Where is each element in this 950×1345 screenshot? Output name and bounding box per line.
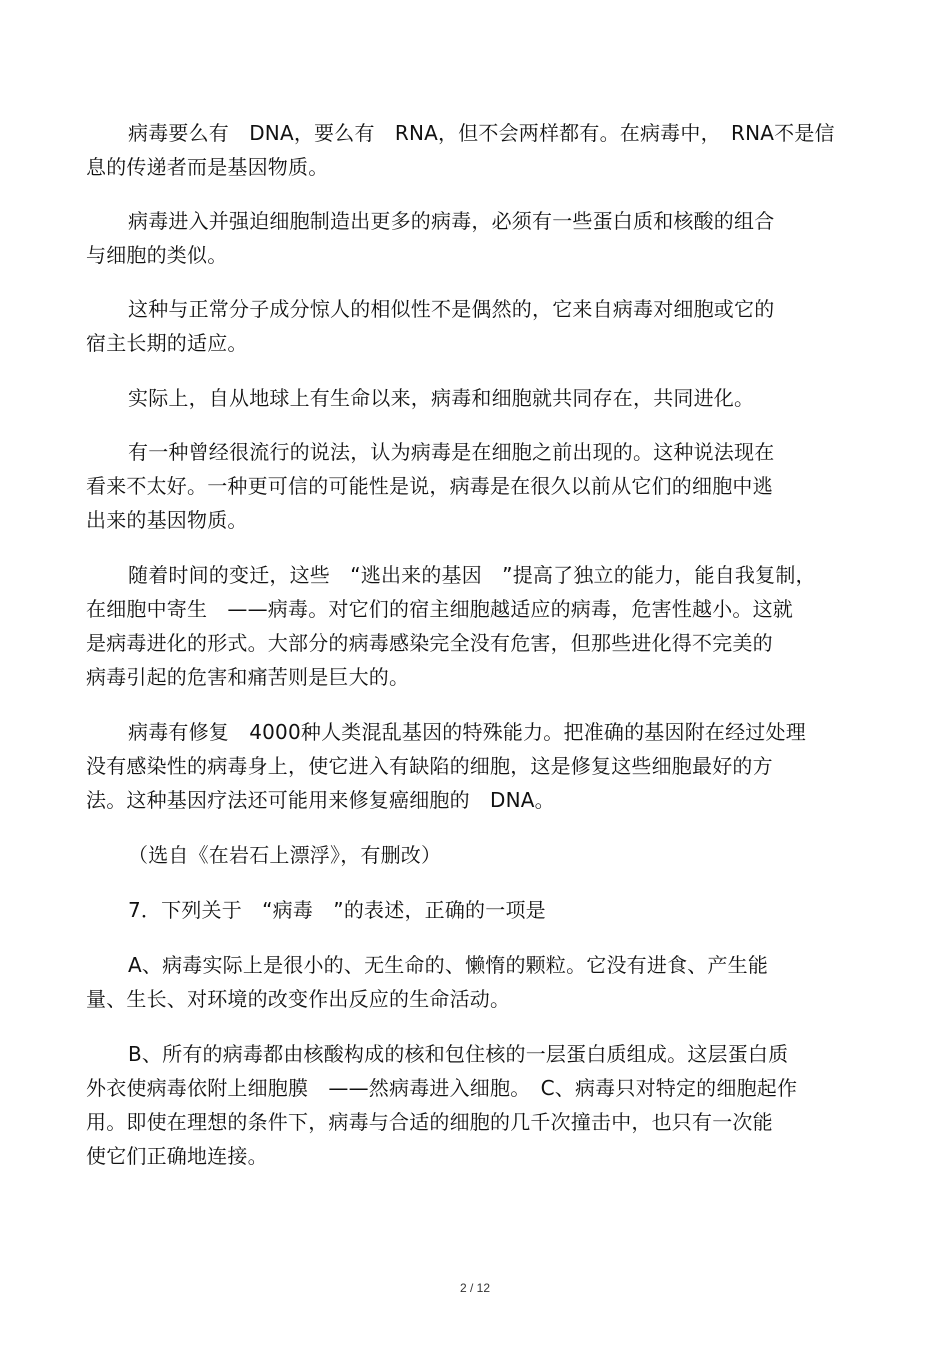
option-c-line: 用。即使在理想的条件下，病毒与合适的细胞的几千次撞击中，也只有一次能 — [86, 1110, 773, 1134]
paragraph-line: 在细胞中寄生 ——病毒。对它们的宿主细胞越适应的病毒，危害性越小。这就 — [86, 597, 793, 621]
paragraph-line: 法。这种基因疗法还可能用来修复癌细胞的 DNA。 — [86, 788, 555, 812]
question-stem: 7．下列关于 “病毒 ”的表述，正确的一项是 — [128, 898, 546, 922]
option-a-line: 量、生长、对环境的改变作出反应的生命活动。 — [86, 987, 511, 1011]
option-a-line: A、病毒实际上是很小的、无生命的、懒惰的颗粒。它没有进食、产生能 — [128, 953, 769, 977]
paragraph-line: 与细胞的类似。 — [86, 243, 228, 267]
paragraph-line: 没有感染性的病毒身上，使它进入有缺陷的细胞，这是修复这些细胞最好的方 — [86, 754, 773, 778]
paragraph-line: 有一种曾经很流行的说法，认为病毒是在细胞之前出现的。这种说法现在 — [128, 440, 775, 464]
paragraph-line: 宿主长期的适应。 — [86, 331, 248, 355]
paragraph-line: 息的传递者而是基因物质。 — [86, 155, 329, 179]
paragraph-line: 是病毒进化的形式。大部分的病毒感染完全没有危害，但那些进化得不完美的 — [86, 631, 773, 655]
paragraph-line: 看来不太好。一种更可信的可能性是说，病毒是在很久以前从它们的细胞中逃 — [86, 474, 773, 498]
option-b-line: 外衣使病毒依附上细胞膜 ——然病毒进入细胞。 C、病毒只对特定的细胞起作 — [86, 1076, 798, 1100]
paragraph-line: 病毒有修复 4000种人类混乱基因的特殊能力。把准确的基因附在经过处理 — [128, 720, 806, 744]
paragraph-line: 病毒要么有 DNA，要么有 RNA，但不会两样都有。在病毒中， RNA不是信 — [128, 121, 835, 145]
paragraph-line: 病毒进入并强迫细胞制造出更多的病毒，必须有一些蛋白质和核酸的组合 — [128, 209, 775, 233]
page-indicator: 2 / 12 — [459, 1281, 491, 1295]
source-note: （选自《在岩石上漂浮》，有删改） — [128, 843, 442, 867]
paragraph-line: 这种与正常分子成分惊人的相似性不是偶然的，它来自病毒对细胞或它的 — [128, 297, 775, 321]
paragraph-line: 出来的基因物质。 — [86, 508, 248, 532]
paragraph-line: 随着时间的变迁，这些 “逃出来的基因 ”提高了独立的能力，能自我复制， — [128, 563, 816, 587]
option-b-line: B、所有的病毒都由核酸构成的核和包住核的一层蛋白质组成。这层蛋白质 — [128, 1042, 789, 1066]
paragraph-line: 病毒引起的危害和痛苦则是巨大的。 — [86, 665, 410, 689]
option-c-line: 使它们正确地连接。 — [86, 1144, 268, 1168]
paragraph-line: 实际上，自从地球上有生命以来，病毒和细胞就共同存在，共同进化。 — [128, 386, 755, 410]
